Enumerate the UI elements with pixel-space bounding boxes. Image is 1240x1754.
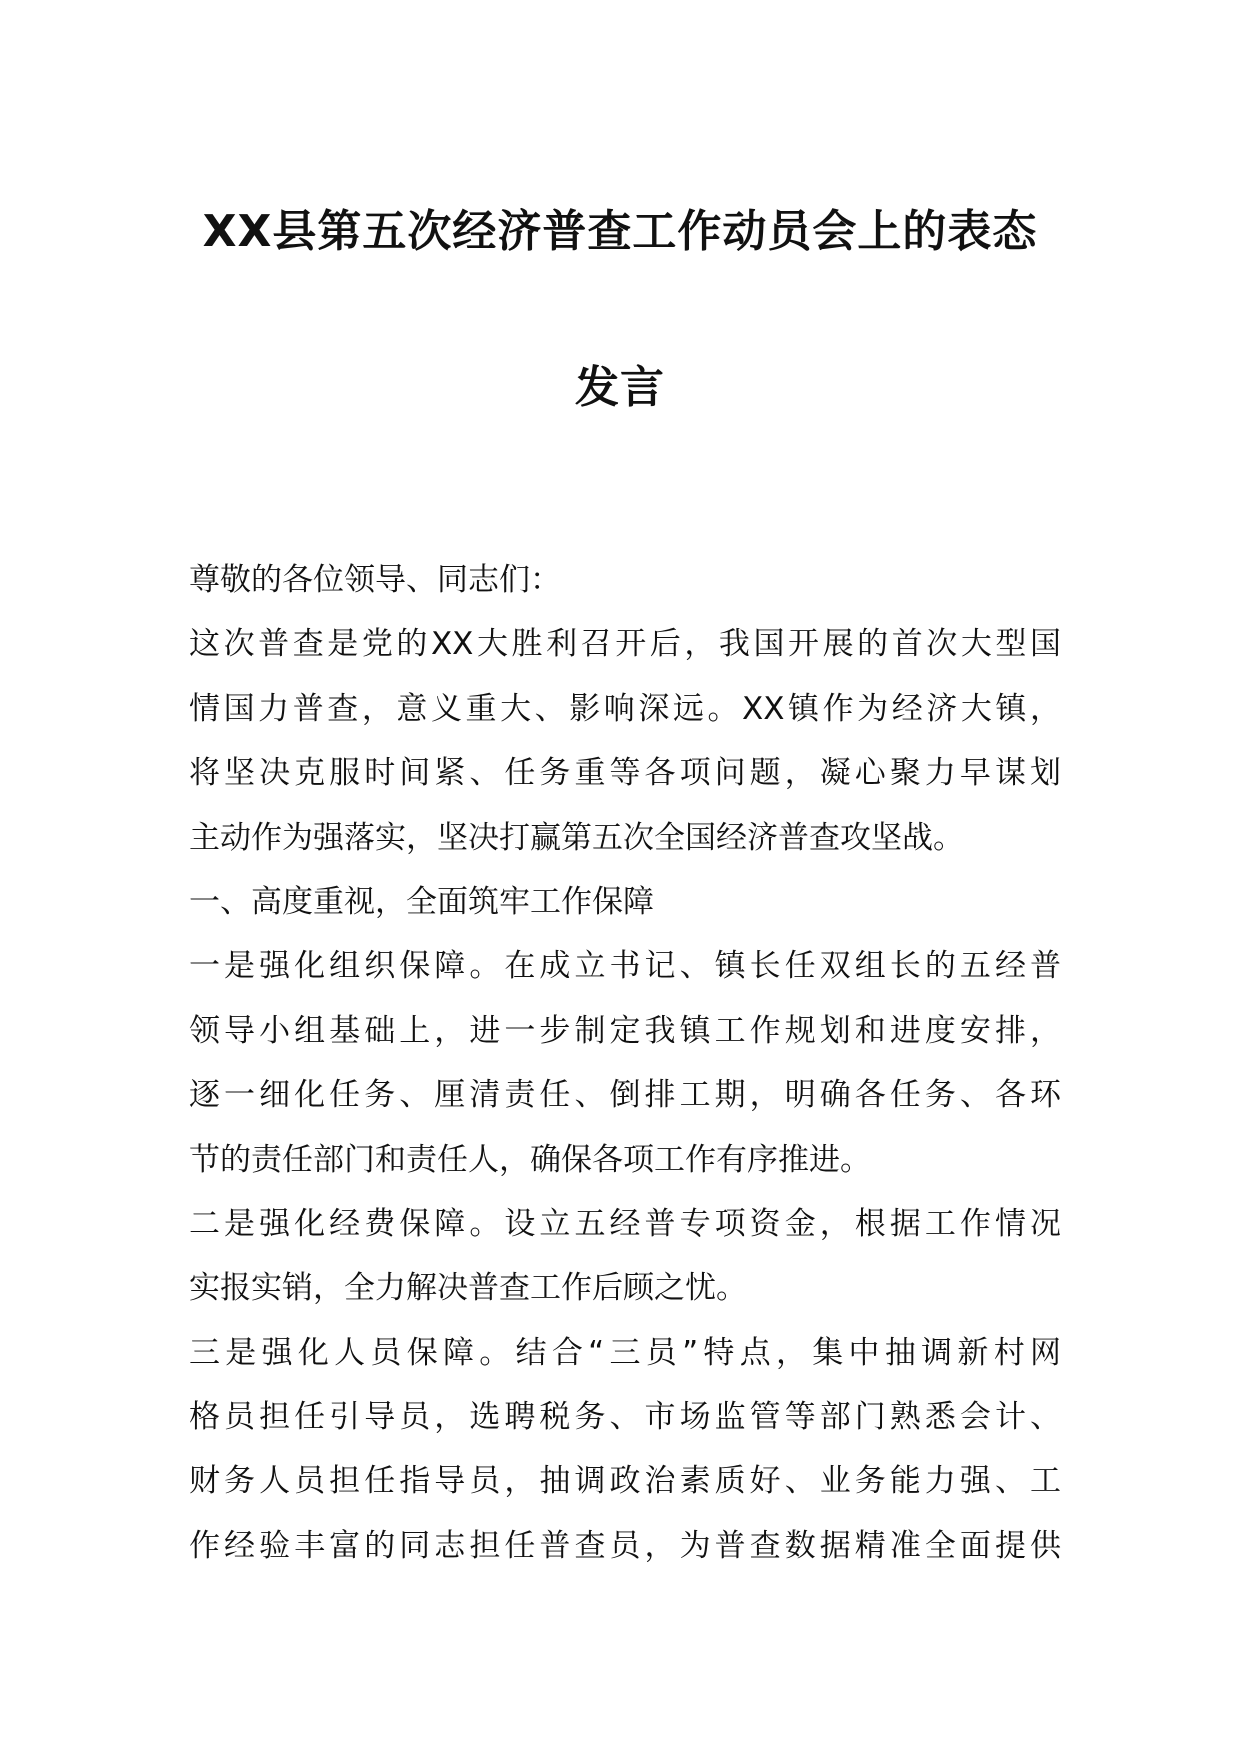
body-line: 情国力普查，意义重大、影响深远。XX镇作为经济大镇， — [189, 690, 1061, 727]
body-line: 逐一细化任务、厘清责任、倒排工期，明确各任务、各环 — [189, 1077, 1061, 1114]
body-line: 财务人员担任指导员，抽调政治素质好、业务能力强、工 — [189, 1463, 1061, 1500]
document-title-line-2: 发言 — [575, 362, 665, 413]
body-line: 二是强化经费保障。设立五经普专项资金，根据工作情况 — [189, 1205, 1061, 1242]
body-line: 这次普查是党的XX大胜利召开后，我国开展的首次大型国 — [189, 626, 1061, 663]
body-line: 格员担任引导员，选聘税务、市场监管等部门熟悉会计、 — [189, 1399, 1061, 1436]
body-line: 将坚决克服时间紧、任务重等各项问题，凝心聚力早谋划 — [189, 755, 1061, 792]
salutation: 尊敬的各位领导、同志们： — [189, 562, 561, 598]
body-line: 作经验丰富的同志担任普查员，为普查数据精准全面提供 — [189, 1527, 1061, 1564]
body-line: 一是强化组织保障。在成立书记、镇长任双组长的五经普 — [189, 948, 1061, 985]
body-line: 主动作为强落实，坚决打赢第五次全国经济普查攻坚战。 — [189, 819, 964, 856]
body-line: 三是强化人员保障。结合“三员”特点，集中抽调新村网 — [189, 1334, 1061, 1371]
section-heading: 一、高度重视，全面筑牢工作保障 — [189, 883, 654, 920]
body-line: 领导小组基础上，进一步制定我镇工作规划和进度安排， — [189, 1012, 1061, 1049]
body-line: 节的责任部门和责任人，确保各项工作有序推进。 — [189, 1141, 871, 1178]
body-line: 实报实销，全力解决普查工作后顾之忧。 — [189, 1270, 747, 1307]
document-body — [189, 548, 1061, 1578]
document-title-line-1: XX县第五次经济普查工作动员会上的表态 — [202, 206, 1038, 257]
